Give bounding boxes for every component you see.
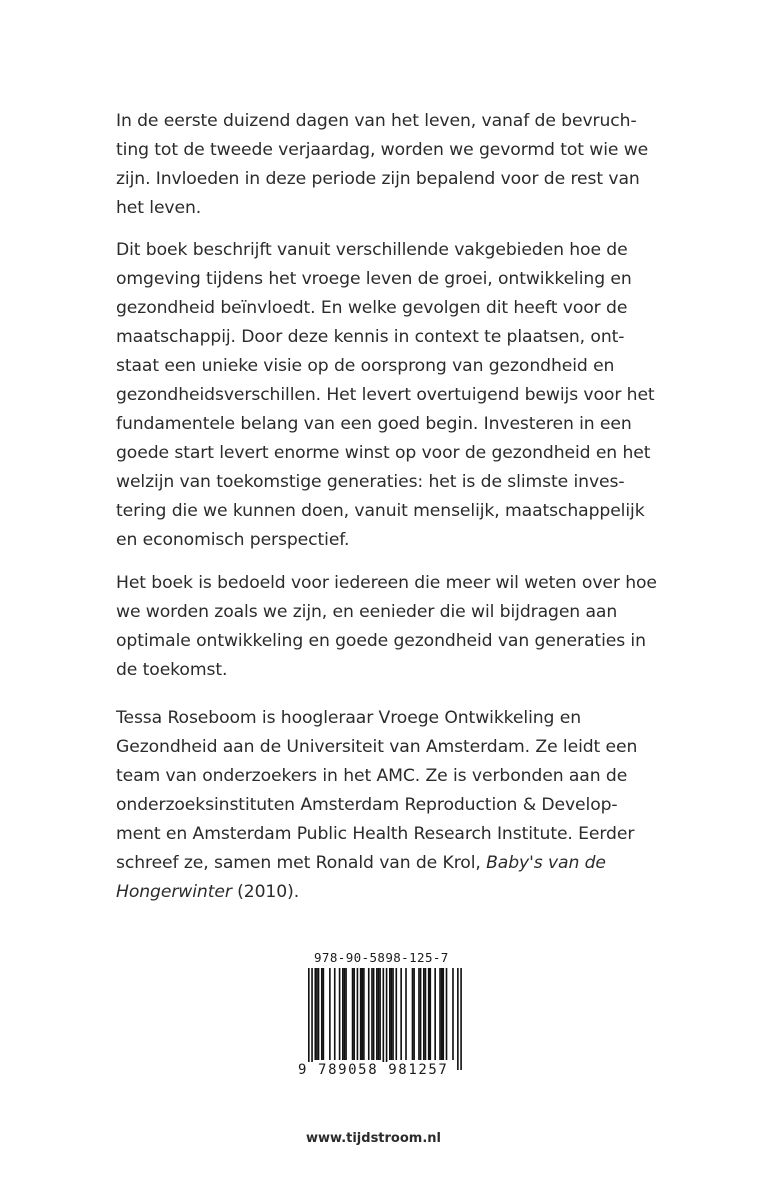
audience-paragraph (116, 569, 656, 685)
text-line (116, 849, 656, 878)
text-line: en economisch perspectief. (116, 530, 350, 550)
barcode-bar (376, 968, 378, 1060)
barcode-bar (363, 968, 365, 1060)
barcode-bar (441, 968, 443, 1060)
text-line: welzijn van toekomstige generaties: het is de slimste inves- (116, 472, 625, 492)
text-line: Tessa Roseboom is hoogleraar Vroege Ontwikkeling en (116, 708, 581, 728)
barcode-bar (413, 968, 415, 1060)
text-segment: schreef ze, samen met Ronald van de Krol, (116, 853, 487, 873)
text-line: Dit boek beschrijft vanuit verschillende vakgebieden hoe de (116, 240, 628, 260)
text-segment: (2010). (231, 882, 300, 902)
barcode-bar (316, 968, 318, 1060)
barcode-bar (400, 968, 402, 1060)
barcode-bar (457, 968, 459, 1070)
barcode-bar (446, 968, 448, 1060)
text-line: de toekomst. (116, 660, 228, 680)
author-bio-paragraph (116, 704, 656, 907)
text-line: team van onderzoekers in het AMC. Ze is verbonden aan de (116, 766, 628, 786)
text-line: onderzoeksinstituten Amsterdam Reproduction & Develop- (116, 795, 618, 815)
intro-paragraph (116, 107, 656, 223)
barcode-bar (452, 968, 454, 1060)
barcode-bar (344, 968, 346, 1060)
barcode-bar (353, 968, 355, 1060)
text-line: zijn. Invloeden in deze periode zijn bepalend voor de rest van (116, 169, 640, 189)
barcode-bar (420, 968, 422, 1060)
barcode-bar (428, 968, 430, 1060)
barcode-bar (321, 968, 323, 1060)
isbn-number-top: 978-90-5898-125-7 (314, 950, 449, 965)
isbn-digits-bottom: 9 789058 981257 (298, 1062, 449, 1078)
barcode-bar (339, 968, 341, 1060)
barcode-bar (379, 968, 381, 1060)
barcode-bar (389, 968, 391, 1060)
text-line: gezondheidsverschillen. Het levert overtuigend bewijs voor het (116, 385, 655, 405)
text-line: In de eerste duizend dagen van het leven, vanaf de bevruch- (116, 111, 637, 131)
text-line: het leven. (116, 198, 202, 218)
barcode-bar (373, 968, 375, 1060)
barcode-bar (386, 968, 388, 1070)
barcode-bar (311, 968, 313, 1070)
barcode-bar (392, 968, 394, 1060)
text-line: staat een unieke visie op de oorsprong van gezondheid en (116, 356, 615, 376)
barcode-bar (314, 968, 316, 1060)
barcode-bar (412, 968, 414, 1060)
barcode-bar (352, 968, 354, 1060)
text-line: we worden zoals we zijn, en eenieder die wil bijdragen aan (116, 602, 618, 622)
barcode-bar (460, 968, 462, 1070)
barcode-bar (329, 968, 331, 1060)
text-line (116, 878, 656, 907)
barcode-bar (357, 968, 359, 1060)
text-line: goede start levert enorme winst op voor de gezondheid en het (116, 443, 651, 463)
text-line: tering die we kunnen doen, vanuit menselijk, maatschappelijk (116, 501, 645, 521)
barcode-bar (378, 968, 380, 1060)
barcode-bar (345, 968, 347, 1060)
barcode-bar (434, 968, 436, 1060)
barcode-bars (296, 968, 466, 1072)
text-line: fundamentele belang van een goed begin. Investeren in een (116, 414, 632, 434)
barcode-bar (360, 968, 362, 1060)
barcode-bar (368, 968, 370, 1060)
barcode-bar (383, 968, 385, 1070)
text-line: optimale ontwikkeling en goede gezondheid van generaties in (116, 631, 646, 651)
text-line: maatschappij. Door deze kennis in context te plaatsen, ont- (116, 327, 625, 347)
publisher-website: www.tijdstroom.nl (306, 1131, 441, 1146)
book-title-italic: Baby's van de (486, 853, 606, 873)
barcode-bar (361, 968, 363, 1060)
text-line: gezondheid beïnvloedt. En welke gevolgen dit heeft voor de (116, 298, 628, 318)
barcode-bar (439, 968, 441, 1060)
text-line: Het boek is bedoeld voor iedereen die meer wil weten over hoe (116, 573, 657, 593)
barcode-bar (334, 968, 336, 1060)
barcode-bar (395, 968, 397, 1060)
barcode-bar (442, 968, 444, 1060)
barcode-bar (371, 968, 373, 1060)
description-paragraph (116, 236, 656, 555)
barcode-bar (308, 968, 310, 1070)
book-title-italic: Hongerwinter (116, 882, 232, 902)
barcode-bar (418, 968, 420, 1060)
barcode-bar (342, 968, 344, 1060)
text-line: ment en Amsterdam Public Health Research Institute. Eerder (116, 824, 635, 844)
barcode-bar (425, 968, 427, 1060)
barcode-bar (423, 968, 425, 1060)
barcode-bar (318, 968, 320, 1060)
barcode-bar (323, 968, 325, 1060)
text-line: omgeving tijdens het vroege leven de groei, ontwikkeling en (116, 269, 632, 289)
barcode-bar (430, 968, 432, 1060)
barcode-bar (405, 968, 407, 1060)
text-line: ting tot de tweede verjaardag, worden we gevormd tot wie we (116, 140, 649, 160)
text-line: Gezondheid aan de Universiteit van Amsterdam. Ze leidt een (116, 737, 638, 757)
barcode-bar (391, 968, 393, 1060)
